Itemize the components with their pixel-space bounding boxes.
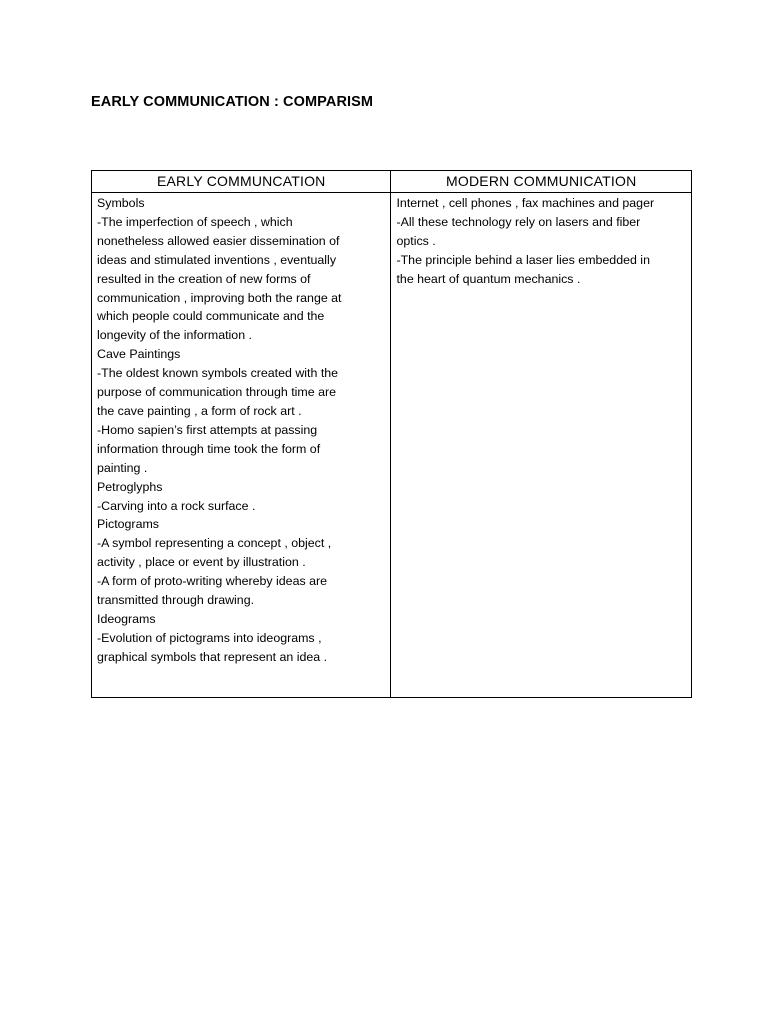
text-line: transmitted through drawing. (97, 593, 255, 608)
text-line: -Carving into a rock surface . (97, 498, 256, 513)
table-row (92, 193, 692, 698)
text-line: -All these technology rely on lasers and fiber (396, 214, 641, 229)
text-line: -The oldest known symbols created with the (97, 366, 339, 381)
text-line: ideas and stimulated inventions , eventually (97, 252, 337, 267)
document-title: EARLY COMMUNICATION : COMPARISM (91, 94, 374, 110)
text-line: -Evolution of pictograms into ideograms , (97, 630, 322, 645)
modern-communication-cell (391, 193, 692, 698)
text-line: nonetheless allowed easier dissemination of (97, 233, 340, 248)
text-line: painting . (97, 460, 148, 475)
text-line: Pictograms (97, 517, 159, 532)
text-line: information through time took the form of (97, 441, 321, 456)
text-line: Cave Paintings (97, 347, 181, 362)
text-line: Ideograms (97, 611, 156, 626)
text-line: -The principle behind a laser lies embedded in (396, 252, 650, 267)
header-early-communication: EARLY COMMUNCATION (92, 171, 391, 193)
text-line: the cave painting , a form of rock art . (97, 403, 302, 418)
comparison-table (91, 170, 692, 698)
table-header-row (92, 171, 692, 193)
text-line: resulted in the creation of new forms of (97, 271, 311, 286)
text-line: Symbols (97, 196, 145, 210)
text-line: activity , place or event by illustration . (97, 555, 306, 570)
text-line: purpose of communication through time are (97, 385, 336, 400)
text-line: graphical symbols that represent an idea . (97, 649, 328, 664)
text-line: -A symbol representing a concept , object , (97, 536, 332, 551)
text-line: -A form of proto-writing whereby ideas are (97, 574, 328, 589)
text-line: which people could communicate and the (97, 309, 325, 324)
early-communication-cell (92, 193, 391, 698)
text-line: optics . (396, 233, 436, 248)
text-line: communication , improving both the range at (97, 290, 342, 305)
text-line: -Homo sapien’s first attempts at passing (97, 422, 318, 437)
text-line: -The imperfection of speech , which (97, 214, 293, 229)
text-line: Petroglyphs (97, 479, 163, 494)
header-modern-communication: MODERN COMMUNICATION (391, 171, 692, 193)
text-line: Internet , cell phones , fax machines and pager (396, 196, 655, 210)
text-line: the heart of quantum mechanics . (396, 271, 581, 286)
text-line: longevity of the information . (97, 328, 252, 343)
